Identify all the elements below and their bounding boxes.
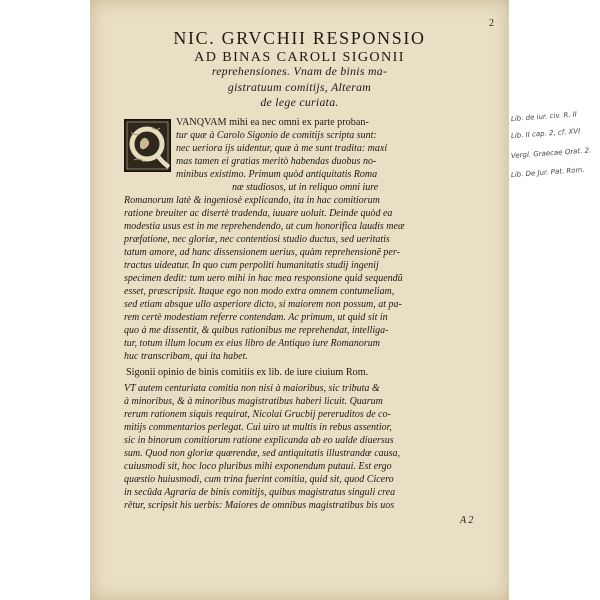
paragraph-1-line: mas tamen ei gratias meritò habendas duobus no- [176,156,377,167]
title-line-5: de lege curiata. [260,96,339,109]
paragraph-1-line: modestia usus est in me reprehendendo, ut cum honorifica laudis meæ [124,221,405,232]
paragraph-2-line: sic in binorum comitiorum ratione explicanda ab eo ualde diuersus [124,435,394,446]
paragraph-1-line: minibus existimo. Primum quòd antiquitatis Roma [176,169,378,180]
paragraph-1-line: tur quæ à Carolo Sigonio de comitijs scripta sunt: [176,130,377,141]
paragraph-1-line: rem certè modestiam referre contendam. Ac primum, ut quid sit in [124,312,388,323]
paragraph-2-line: rerum rationem siquis requirat, Nicolai Grucbij pereruditos de co- [124,409,391,420]
paragraph-1-line: præfatione, nec gloriæ, nec contentiosi studio ductus, sed ueritatis [124,234,390,245]
title-line-4: gistratuum comitijs, Alteram [227,81,372,94]
paragraph-1-line: specimen dedit: tum uero mihi in hac mea responsione quid sequendũ [124,273,403,284]
section-heading: Sigonii opinio de binis comitiis ex lib. de iure ciuium Rom. [126,367,369,378]
margin-note: Lib. de iur. civ. R. II [510,110,578,123]
paragraph-1-line: quo à me dissentit, & quibus rationibus me reprehendat, intelliga- [124,325,389,336]
page-number: 2 [489,18,494,29]
title-line-2: AD BINAS CAROLI SIGONII [194,49,405,65]
paragraph-1-line: esset, præscripsit. Itaque ego non modo extra omnem contumeliam, [124,286,395,297]
decorated-initial-q-icon-graphic [125,120,170,171]
margin-note: Vergl. Graecae Orat. 2. [510,146,592,160]
paragraph-2-line: rētur, scripsit his uerbis: Maiores de omnibus magistratibus bis uos [124,500,395,511]
paragraph-1-line: tur, totum illum locum ex eius libro de Antiquo iure Romanorum [124,338,381,349]
book-page [90,0,509,600]
decorated-initial-q-icon [124,119,171,172]
paragraph-1-line: sed etiam absque ullo asperiore dicto, si maiorem non possum, at pa- [124,299,402,310]
paragraph-1-line: Romanorum latè & ingeniosè explicando, ita in hac comitiorum [124,195,380,206]
paragraph-1-line: næ studiosos, ut in reliquo omni iure [232,182,379,193]
paragraph-2-line: à minoribus, & à minoribus magistratibus haberi licuit. Quarum [124,396,383,407]
margin-note: Lib. II cap. 2, cf. XVI [510,127,581,140]
paragraph-1-line: ratione breuiter ac disertè tradenda, iuuare uoluit. Deinde quòd ea [124,208,393,219]
paragraph-2-line: quæstio huiusmodi, cum trina fuerint comitia, quid sit, quod Cicero [124,474,394,485]
paragraph-2-line: cuiusmodi sit, hoc loco pluribus mihi exponendum putaui. Est ergo [124,461,392,472]
margin-note: Lib. De Jur. Pat. Rom. [510,165,585,179]
paragraph-2-line: mitijs commentarios perlegat. Cui uiro ut multis in rebus assentior, [124,422,392,433]
paragraph-1-line: nec ueriora ijs uidentur, quæ à me sunt tradita: maxi [176,143,388,154]
paragraph-2-line: sum. Quod non gloriæ quærendæ, sed antiquitatis illustrandæ causa, [124,448,401,459]
paragraph-1-line: tractus uideatur. In quo cum perpoliti humanitatis studij ingenij [124,260,379,271]
paragraph-1-line: tatum amore, ad hanc dissensionem uerius, quàm reprehensionẽ per- [124,247,400,258]
title-line-1: NIC. GRVCHII RESPONSIO [173,28,426,48]
paragraph-1-line: huc transcribam, qui ita habet. [124,351,248,362]
title-line-3: reprehensiones. Vnam de binis ma- [211,65,388,78]
signature-mark: A 2 [460,515,474,526]
paragraph-2-line: VT autem centuriata comitia non nisi à maioribus, sic tributa & [124,383,380,394]
paragraph-2-line: in secūda Agraria de binis comitijs, quibus magistratus singuli crea [124,487,396,498]
paragraph-1-line: VANQVAM mihi ea nec omni ex parte proban- [176,117,369,128]
